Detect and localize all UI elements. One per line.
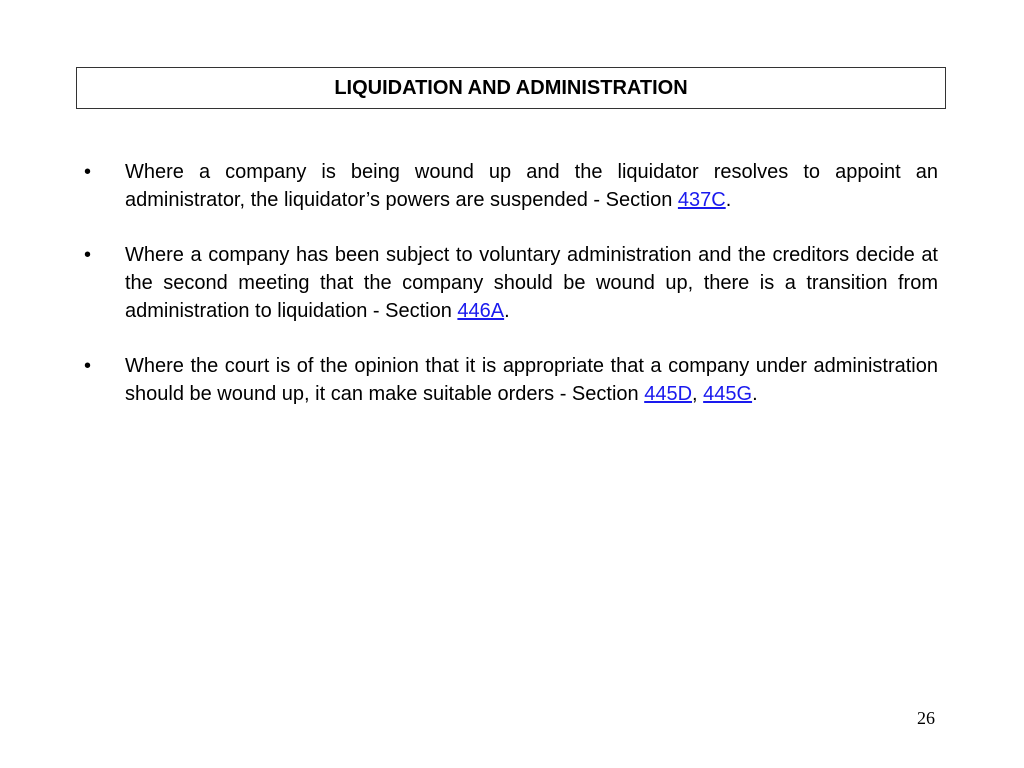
bullet-item xyxy=(84,352,938,408)
bullet-list xyxy=(84,158,938,435)
bullet-icon: • xyxy=(84,355,92,377)
bullet-icon: • xyxy=(84,161,92,183)
section-link-445g[interactable]: 445G xyxy=(703,383,753,405)
page-number: 26 xyxy=(917,708,935,728)
slide-title: LIQUIDATION AND ADMINISTRATION xyxy=(334,76,688,99)
bullet-end: . xyxy=(504,300,510,322)
slide-title-box xyxy=(76,67,946,109)
bullet-end: . xyxy=(725,189,732,211)
bullet-text: Where a company is being wound up and the liquidator resolves to appoint an administrator, the liquidator’s powers are suspended - Section xyxy=(125,161,938,211)
bullet-text: Where the court is of the opinion that it is appropriate that a company under administration should be wound up, it can make suitable orders - Section xyxy=(125,355,938,405)
bullet-text: Where a company has been subject to voluntary administration and the creditors decide at the second meeting that the company should be wound up, there is a transition from administration to liquidation - Section xyxy=(125,244,938,322)
bullet-item xyxy=(84,241,938,325)
section-link-445d[interactable]: 445D xyxy=(644,383,693,405)
bullet-separator: , xyxy=(692,383,704,405)
bullet-end: . xyxy=(752,383,758,405)
section-link-437c[interactable]: 437C xyxy=(677,189,726,211)
bullet-icon: • xyxy=(84,244,92,266)
section-link-446a[interactable]: 446A xyxy=(457,300,505,322)
bullet-item xyxy=(84,158,938,214)
